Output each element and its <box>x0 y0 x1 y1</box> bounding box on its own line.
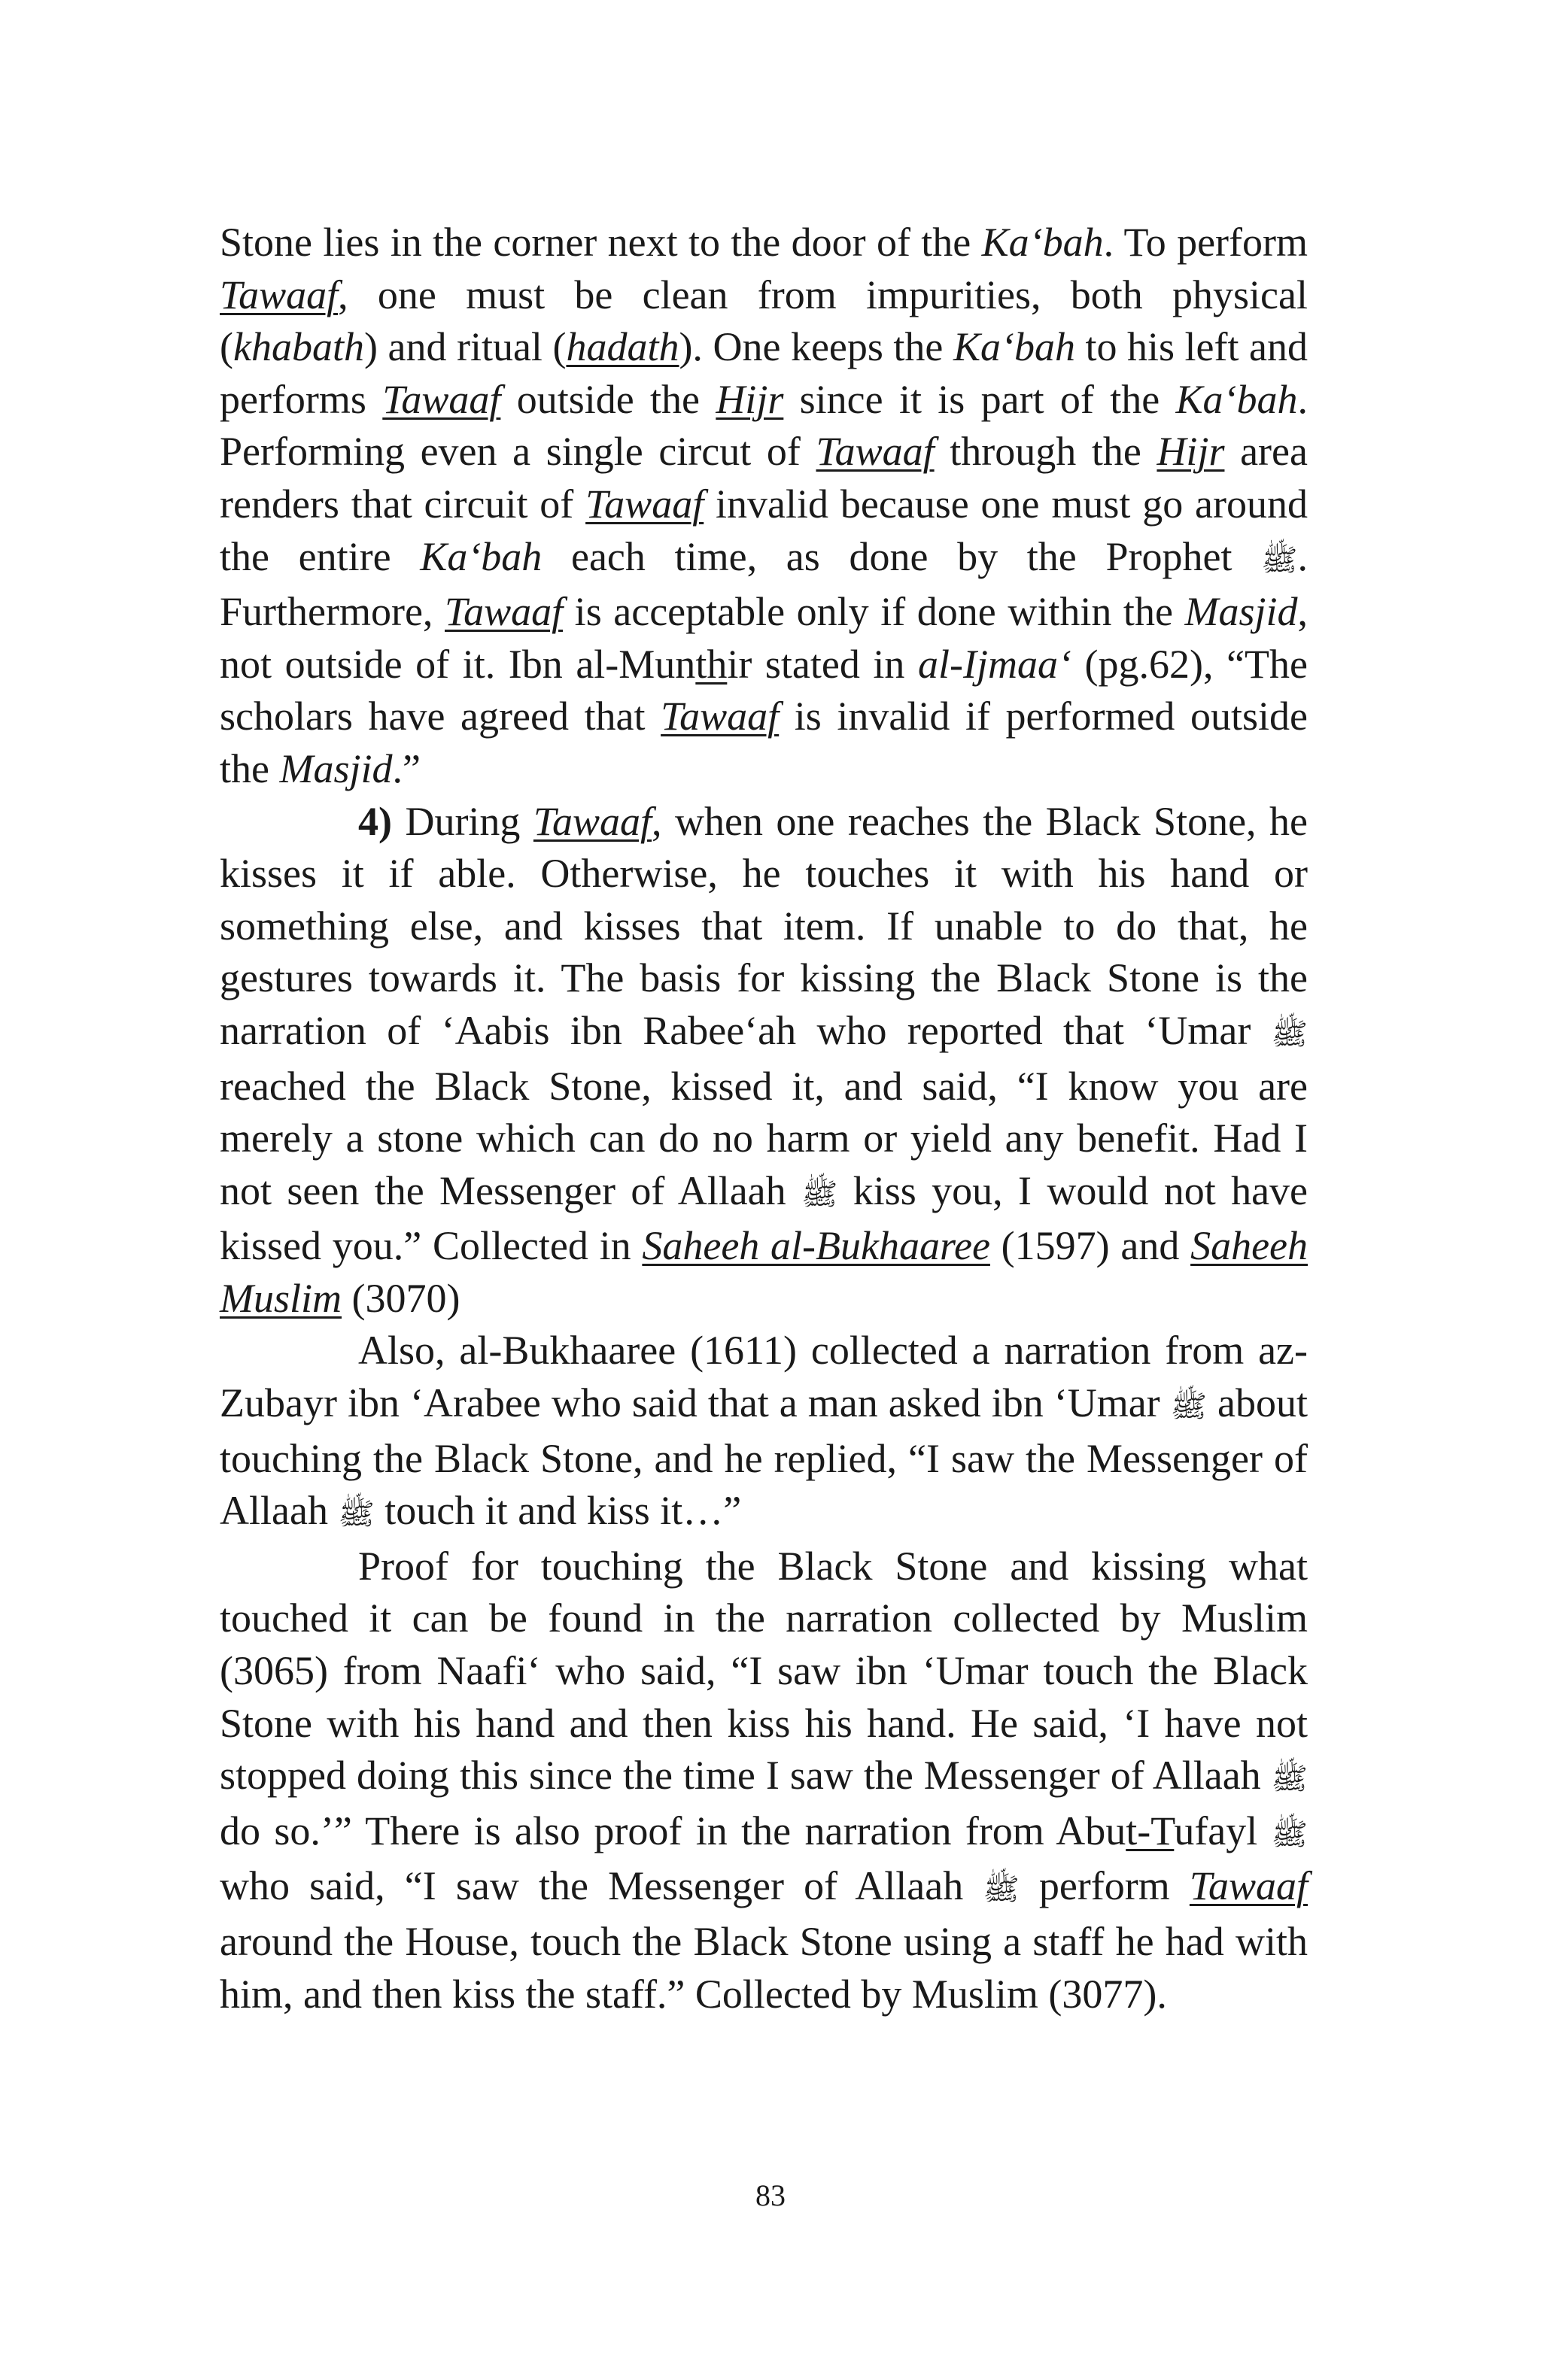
text-run: Also, al-Bukhaaree (1611) collected a narration from az-Zubayr ibn ‘Arabee who said that a man asked ibn ‘Umar <box>220 1328 1308 1426</box>
italic-term: Tawaaf <box>1189 1863 1308 1909</box>
text-run: about touching the Black Stone, and he replied, “I saw the Messenger of Allaah <box>220 1380 1308 1534</box>
text-run: (1597) and <box>989 1223 1191 1269</box>
italic-term: Hijr <box>1157 429 1225 475</box>
text-run: , not outside of it. Ibn al-Mun <box>220 589 1308 687</box>
text-run: since it is part of the <box>783 376 1176 422</box>
text-run: kiss you, I would not have kissed you.” Collected in <box>220 1167 1308 1269</box>
salutation-glyph: ﷺ <box>1271 1016 1308 1051</box>
text-run: reached the Black Stone, kissed it, and said, “I know you are merely a stone which can do no harm or yield any benefit. Had I not seen the Messenger of Allaah <box>220 1063 1308 1213</box>
italic-term: al-Ijmaa‘ <box>918 641 1071 687</box>
paragraph-1 <box>220 217 1308 796</box>
text-run: . Performing even a single circut of <box>220 376 1308 475</box>
salutation-glyph: ﷺ <box>983 1872 1020 1907</box>
text-run: Stone lies in the corner next to the door of the <box>220 220 982 265</box>
text-run: touch it and kiss it…” <box>374 1488 742 1534</box>
text-run: outside the <box>500 376 716 422</box>
paragraph-3 <box>220 1325 1308 1540</box>
italic-term: Masjid <box>279 745 393 791</box>
text-run: , one must be clean from impurities, both physical ( <box>220 272 1308 370</box>
italic-term: Tawaaf <box>585 481 704 527</box>
text-run: (3070) <box>342 1275 460 1321</box>
text-run: to his left and performs <box>220 324 1308 422</box>
text-run: ). One keeps the <box>679 324 953 370</box>
italic-term: Tawaaf <box>661 694 780 739</box>
text-run: invalid because one must go around the entire <box>220 481 1308 579</box>
paragraph-2 <box>220 796 1308 1325</box>
text-run: During <box>391 798 533 844</box>
italic-term: hadath <box>566 324 679 370</box>
text-run: is invalid if performed outside the <box>220 694 1308 791</box>
italic-term: Tawaaf <box>816 429 935 475</box>
text-run: (pg.62), “The scholars have agreed that <box>220 641 1308 739</box>
book-title: Saheeh al-Bukhaaree <box>642 1223 990 1269</box>
text-run: through the <box>934 429 1157 475</box>
text-run: Proof for touching the Black Stone and kissing what touched it can be found in the narration collected by Muslim (3065) from Naafi‘ who said, “I saw ibn ‘Umar touch the Black Stone with his hand and then kiss his hand. He said, ‘I have not stopped doing this since the time I saw the Messenger of Allaah <box>220 1543 1308 1799</box>
page-body <box>220 217 1308 2020</box>
salutation-glyph: ﷺ <box>1261 542 1298 577</box>
text-run: is acceptable only if done within the <box>563 589 1185 635</box>
underlined-letters: th <box>695 641 728 687</box>
italic-term: Ka‘bah <box>953 324 1075 370</box>
point-number: 4) <box>358 798 392 844</box>
text-run: around the House, touch the Black Stone using a staff he had with him, and then kiss the staff.” Collected by Muslim (3077). <box>220 1919 1308 2017</box>
text-run: ir stated in <box>727 641 918 687</box>
italic-term: Tawaaf <box>382 376 501 422</box>
text-run: ) and ritual ( <box>363 324 567 370</box>
salutation-glyph: ﷺ <box>1170 1389 1207 1424</box>
italic-term: Tawaaf <box>220 272 339 317</box>
text-run: .” <box>392 745 421 791</box>
text-run: do so.’” There is also proof in the narration from Abu <box>220 1808 1126 1853</box>
text-run: area renders that circuit of <box>220 429 1308 527</box>
book-title: Saheeh Muslim <box>220 1223 1308 1321</box>
salutation-glyph: ﷺ <box>1271 1762 1308 1796</box>
text-run: who said, “I saw the Messenger of Allaah <box>220 1863 983 1909</box>
salutation-glyph: ﷺ <box>338 1497 375 1532</box>
italic-term: Tawaaf <box>445 589 564 635</box>
italic-term: khabath <box>233 324 364 370</box>
salutation-glyph: ﷺ <box>801 1176 838 1211</box>
text-run: , when one reaches the Black Stone, he kisses it if able. Otherwise, he touches it with his hand or something else, and kisses that item. If unable to do that, he gestures towards it. The basis for kissing the Black Stone is the narration of ‘Aabis ibn Rabee‘ah who reported that ‘Umar <box>220 798 1308 1053</box>
italic-term: Masjid <box>1184 589 1298 635</box>
text-run: . Furthermore, <box>220 533 1308 635</box>
italic-term: Ka‘bah <box>981 220 1104 265</box>
italic-term: Tawaaf <box>533 798 652 844</box>
italic-term: Ka‘bah <box>420 533 543 579</box>
salutation-glyph: ﷺ <box>1271 1817 1308 1851</box>
text-run: each time, as done by the Prophet <box>542 533 1262 579</box>
italic-term: Hijr <box>716 376 784 422</box>
paragraph-4 <box>220 1541 1308 2020</box>
text-run: . To perform <box>1103 220 1308 265</box>
italic-term: Ka‘bah <box>1175 376 1298 422</box>
text-run: perform <box>1019 1863 1190 1909</box>
underlined-letters: t-T <box>1126 1808 1175 1853</box>
text-run: ufayl <box>1174 1808 1272 1853</box>
page-number: 83 <box>755 2178 786 2212</box>
